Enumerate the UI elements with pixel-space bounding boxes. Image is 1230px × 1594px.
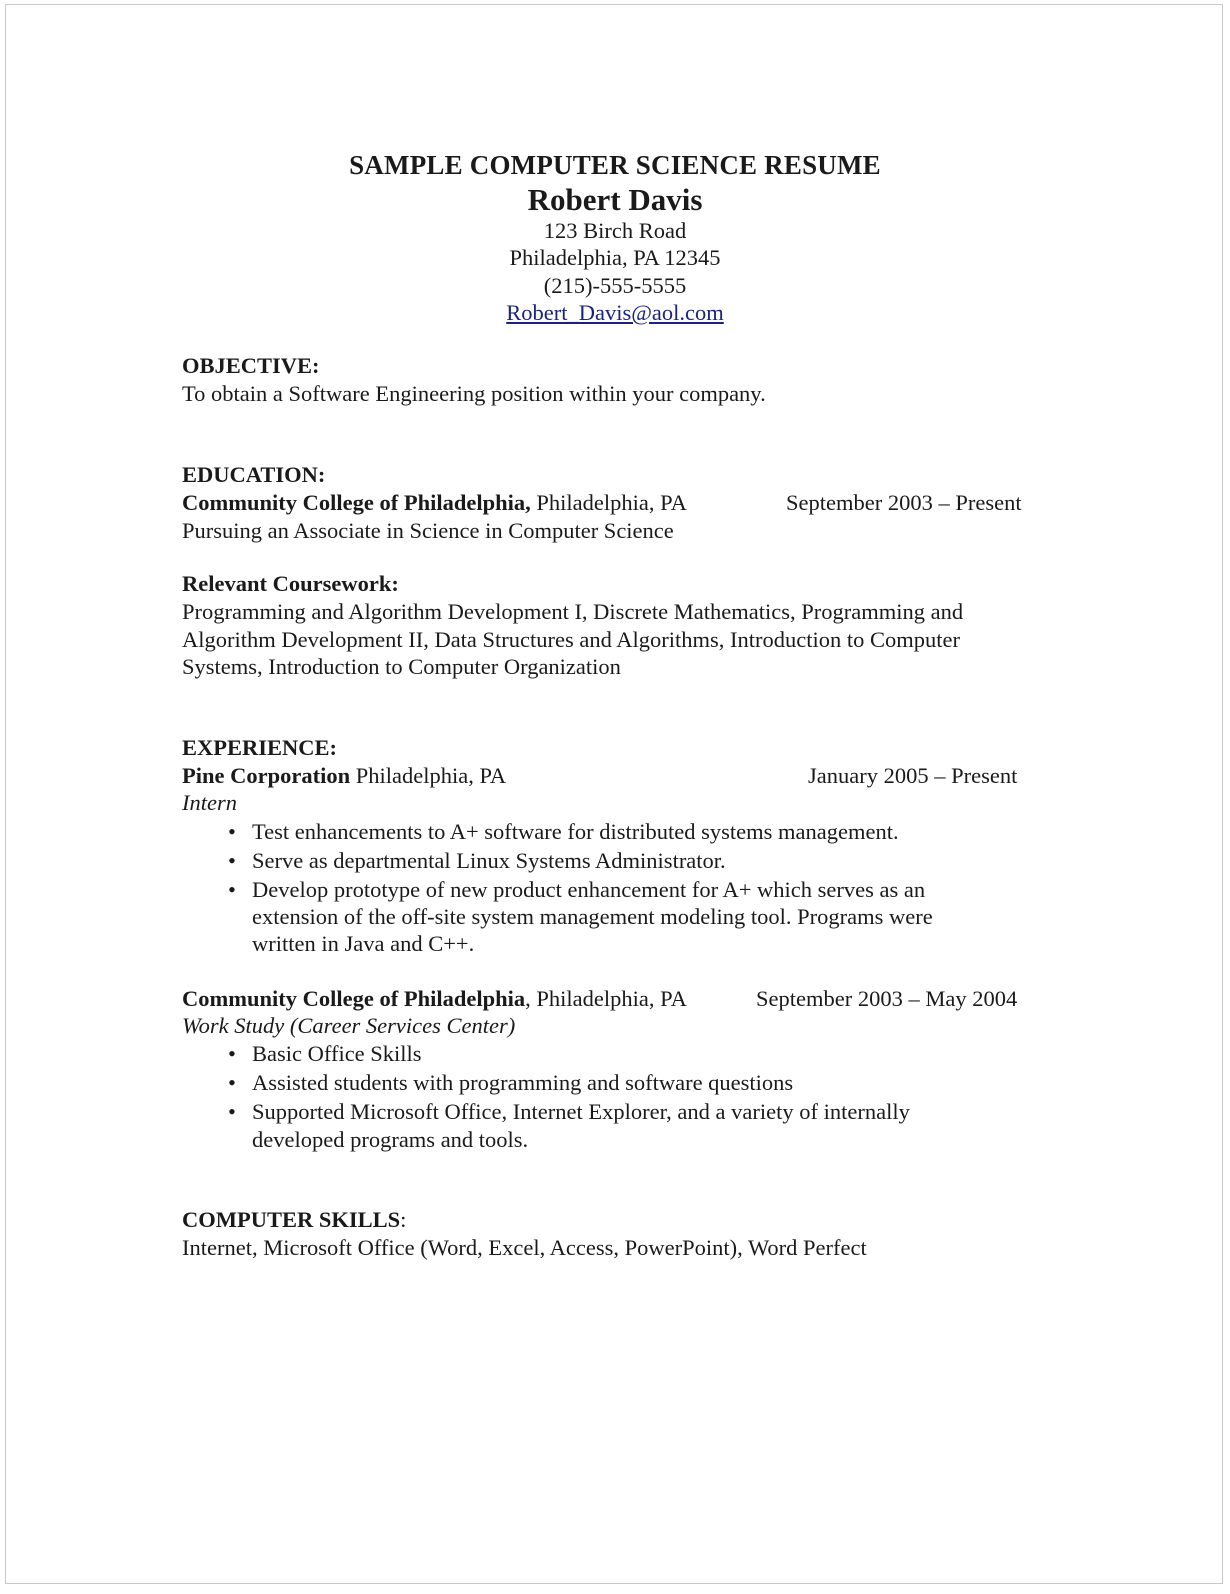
address-line-1: 123 Birch Road bbox=[543, 218, 687, 243]
job-location: Philadelphia, PA bbox=[350, 763, 507, 788]
candidate-name: Robert Davis bbox=[527, 182, 703, 217]
job-dates: September 2003 – May 2004 bbox=[756, 986, 1018, 1011]
experience-heading: EXPERIENCE: bbox=[182, 735, 338, 760]
skills-text: Internet, Microsoft Office (Word, Excel, Access, PowerPoint), Word Perfect bbox=[182, 1235, 867, 1260]
job-bullet: Basic Office Skills bbox=[252, 1041, 422, 1066]
education-location: Philadelphia, PA bbox=[530, 490, 687, 515]
document-title: SAMPLE COMPUTER SCIENCE RESUME bbox=[349, 150, 881, 180]
job-bullet: Develop prototype of new product enhancement for A+ which serves as an bbox=[252, 877, 926, 902]
phone-number: (215)-555-5555 bbox=[543, 273, 687, 298]
bullet-marker: • bbox=[228, 848, 236, 873]
job-dates: January 2005 – Present bbox=[808, 763, 1018, 788]
job-employer: Pine Corporation bbox=[182, 763, 351, 788]
job-bullet: Serve as departmental Linux Systems Administrator. bbox=[252, 848, 726, 873]
coursework-line: Algorithm Development II, Data Structures and Algorithms, Introduction to Computer bbox=[182, 627, 960, 652]
job-bullet: Supported Microsoft Office, Internet Explorer, and a variety of internally bbox=[252, 1099, 910, 1124]
education-school-line bbox=[182, 490, 687, 516]
skills-colon: : bbox=[400, 1207, 407, 1232]
job-location: , Philadelphia, PA bbox=[525, 986, 687, 1011]
address-line-2: Philadelphia, PA 12345 bbox=[509, 245, 721, 270]
education-school: Community College of Philadelphia, bbox=[182, 490, 531, 515]
education-degree: Pursuing an Associate in Science in Computer Science bbox=[182, 518, 674, 543]
job-employer-line bbox=[182, 986, 687, 1012]
objective-heading: OBJECTIVE: bbox=[182, 353, 320, 378]
bullet-marker: • bbox=[228, 877, 236, 902]
job-bullet-continuation: extension of the off-site system management modeling tool. Programs were bbox=[252, 904, 933, 929]
job-bullet: Test enhancements to A+ software for distributed systems management. bbox=[252, 819, 899, 844]
job-bullet: Assisted students with programming and software questions bbox=[252, 1070, 794, 1095]
job-bullet-continuation: developed programs and tools. bbox=[252, 1127, 529, 1152]
education-heading: EDUCATION: bbox=[182, 462, 326, 487]
bullet-marker: • bbox=[228, 1070, 236, 1095]
objective-text: To obtain a Software Engineering position within your company. bbox=[182, 381, 766, 406]
bullet-marker: • bbox=[228, 1099, 236, 1124]
job-employer-line bbox=[182, 763, 506, 789]
job-employer: Community College of Philadelphia bbox=[182, 986, 526, 1011]
bullet-marker: • bbox=[228, 1041, 236, 1066]
bullet-marker: • bbox=[228, 819, 236, 844]
resume-page bbox=[5, 4, 1223, 1584]
coursework-heading: Relevant Coursework: bbox=[182, 571, 399, 596]
education-dates: September 2003 – Present bbox=[786, 490, 1022, 515]
email-link[interactable]: Robert_Davis@aol.com bbox=[506, 300, 724, 325]
job-bullet-continuation: written in Java and C++. bbox=[252, 931, 475, 956]
coursework-line: Systems, Introduction to Computer Organization bbox=[182, 654, 621, 679]
job-title: Intern bbox=[182, 790, 237, 815]
coursework-line: Programming and Algorithm Development I, Discrete Mathematics, Programming and bbox=[182, 599, 964, 624]
skills-heading: COMPUTER SKILLS bbox=[182, 1207, 401, 1232]
skills-heading-line bbox=[182, 1207, 406, 1233]
job-title: Work Study (Career Services Center) bbox=[182, 1013, 516, 1038]
